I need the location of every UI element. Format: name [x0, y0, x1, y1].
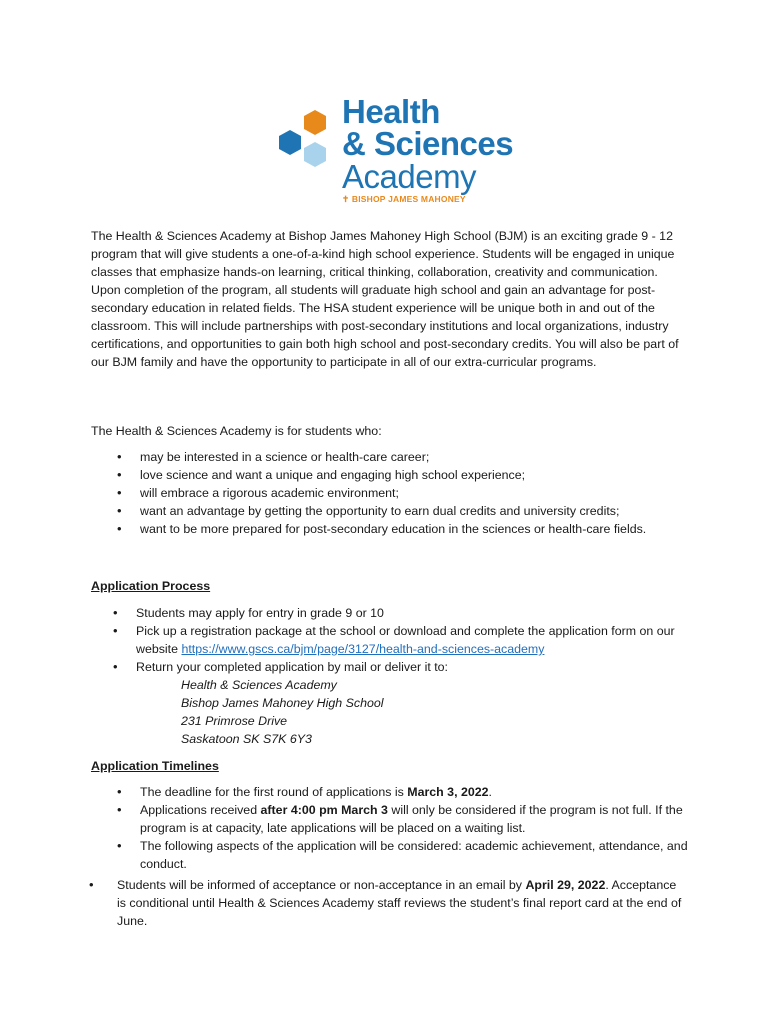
list-item: • may be interested in a science or health-care career; [140, 448, 700, 466]
notification-date: April 29, 2022 [525, 878, 606, 892]
text-run: will only be considered if the program is not full. If the program is at capacity, late applications will be placed on a waiting list. [140, 803, 683, 835]
list-item: • will embrace a rigorous academic environment; [140, 484, 700, 502]
bullet-icon: • [89, 877, 94, 892]
list-item-text: Return your completed application by mail or deliver it to: [136, 660, 448, 674]
intro-paragraph: The Health & Sciences Academy at Bishop James Mahoney High School (BJM) is an exciting grade 9 - 12 program that will give students a one-of-a-kind high school experience. Students will be engaged in unique classes that emphasize hands-on learning, critical thinking, collaboration, creativity and communication. Upon completion of the program, all students will graduate high school and gain an advantage for post-secondary education in related fields. The HSA student experience will be unique both in and out of the classroom. This will include partnerships with post-secondary institutions and local organizations, industry certifications, and opportunities to gain both high school and post-secondary credits. You will also be part of our BJM family and have the opportunity to participate in all of our extra-curricular programs. [91, 229, 679, 369]
for-students-list [140, 448, 700, 538]
text-run: . [488, 785, 492, 799]
academy-logo [268, 93, 514, 206]
logo-wordmark [342, 93, 514, 205]
text-run: Students will be informed of acceptance or non-acceptance in an email by [117, 878, 526, 892]
hexagon-logo-icon [268, 110, 348, 174]
list-item [136, 622, 696, 658]
text-run: The deadline for the first round of applications is [140, 785, 408, 799]
list-item: • want to be more prepared for post-secondary education in the sciences or health-care fields. [140, 520, 700, 538]
list-item [136, 658, 696, 748]
list-item: • love science and want a unique and engaging high school experience; [140, 466, 700, 484]
for-students-intro: The Health & Sciences Academy is for students who: [91, 424, 382, 438]
list-item: • want an advantage by getting the opportunity to earn dual credits and university credits; [140, 502, 700, 520]
address-line: Saskatoon SK S7K 6Y3 [181, 732, 312, 746]
address-line: Bishop James Mahoney High School [181, 696, 384, 710]
list-item [140, 783, 688, 801]
list-item: • The following aspects of the application will be considered: academic achievement, attendance, and conduct. [140, 837, 688, 873]
list-item-text: Pick up a registration package at the school or download and complete the application form on our website [136, 624, 675, 656]
text-run: Applications received [140, 803, 261, 817]
logo-line-sciences: & Sciences [342, 125, 514, 162]
application-process-list [136, 604, 696, 748]
logo-line-academy: Academy [342, 158, 477, 195]
late-deadline: after 4:00 pm March 3 [260, 803, 388, 817]
address-line: 231 Primrose Drive [181, 714, 288, 728]
logo-school-name [342, 193, 513, 205]
logo-school-text: BISHOP JAMES MAHONEY [351, 194, 466, 204]
deadline-date: March 3, 2022 [407, 785, 489, 799]
academy-website-link[interactable]: https://www.gscs.ca/bjm/page/3127/health-and-sciences-academy [181, 642, 545, 656]
mailing-address [136, 676, 696, 748]
application-timelines-heading: Application Timelines [91, 759, 219, 773]
application-timelines-list [140, 783, 688, 873]
text-run: . Acceptance is conditional until Health & Sciences Academy staff reviews the student’s final report card at the end of June. [117, 878, 682, 928]
acceptance-notice [117, 876, 687, 930]
list-item [140, 801, 688, 837]
address-line: Health & Sciences Academy [181, 678, 337, 692]
logo-line-health: Health [342, 93, 440, 130]
cross-icon: ✝ [342, 194, 350, 204]
application-process-heading: Application Process [91, 579, 211, 593]
list-item: • Students may apply for entry in grade 9 or 10 [136, 604, 696, 622]
